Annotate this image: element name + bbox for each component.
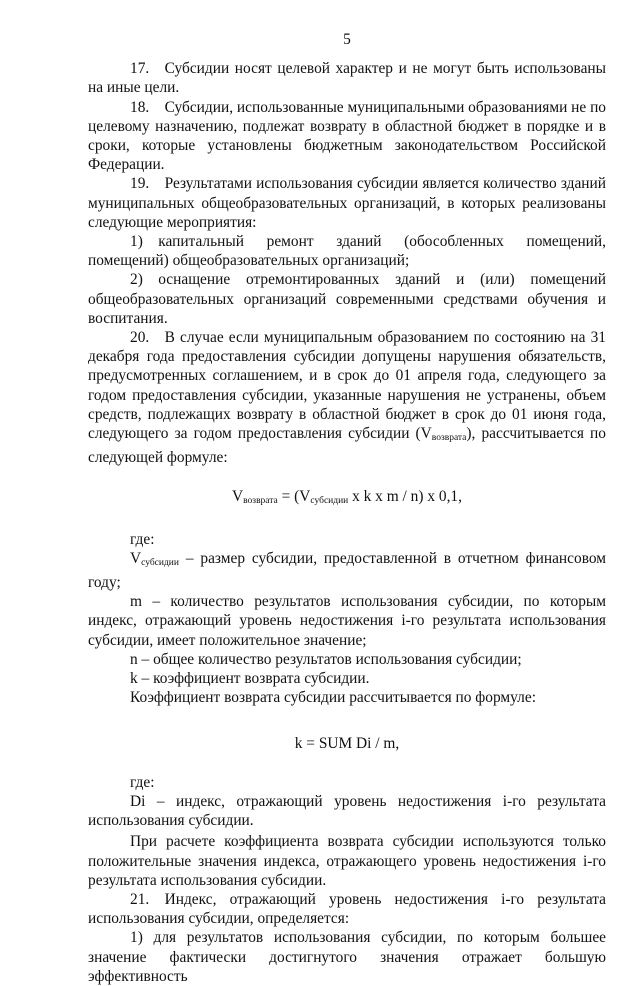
formula-1-eq-open: = (V: [277, 488, 311, 506]
paragraph-20: [88, 328, 606, 467]
definition-v-subsidy: [88, 549, 606, 592]
page-number: 5: [343, 31, 351, 48]
formula-1-inner-subscript: субсидии: [310, 496, 349, 507]
paragraph-20-text-after: ), рассчитывается по следующей формуле:: [88, 425, 606, 467]
formula-1-lhs-subscript: возврата: [243, 496, 278, 507]
paragraph-18: 18. Субсидии, использованные муниципальными образованиями не по целевому назначению, подлежат возврату в областной бюджет в порядке и в сроки, которые установлены бюджетным законодательством Российской Федерации.: [88, 98, 607, 174]
definition-di: Di – индекс, отражающий уровень недостижения i-го результата использования субсидии.: [88, 792, 606, 830]
paragraph-19-item-1: 1) капитальный ремонт зданий (обособленных помещений, помещений) общеобразовательных организаций;: [88, 233, 606, 270]
formula-1-lhs: V: [232, 488, 244, 506]
formula-return-coefficient: k = SUM Di / m,: [294, 734, 400, 752]
paragraph-20-subscript: возврата: [431, 433, 467, 444]
paragraph-17: 17. Субсидии носят целевой характер и не могут быть использованы на иные цели.: [88, 60, 606, 97]
formula-1-rest: x k x m / n) x 0,1,: [348, 488, 462, 506]
where-label-1: где:: [130, 530, 155, 548]
definition-v-text: – размер субсидии, предоставленной в отчетном финансовом году;: [88, 549, 606, 592]
paragraph-20-text-before: 20. В случае если муниципальным образованием по состоянию на 31 декабря года предоставления субсидии допущены нарушения обязательств, предусмотренных соглашением, и в срок до 01 апреля года, следующего за годом предоставления субсидии, указанные нарушения не устранены, объем средств, подлежащих возврату в областной бюджет в срок до 01 июня года, следующего за годом предоставления субсидии (V: [88, 329, 606, 443]
k-formula-intro: Коэффициент возврата субсидии рассчитывается по формуле:: [130, 689, 536, 707]
definition-v-letter: V: [130, 549, 142, 567]
definition-k: k – коэффициент возврата субсидии.: [130, 670, 370, 688]
paragraph-19: 19. Результатами использования субсидии является количество зданий муниципальных общеобразовательных организаций, в которых реализованы следующие мероприятия:: [88, 175, 606, 231]
paragraph-21-item-1: 1) для результатов использования субсидии, по которым большее значение фактически достигнутого значения отражает большую эффективность: [88, 929, 606, 985]
paragraph-positive-values: При расчете коэффициента возврата субсидии используются только положительные значения индекса, отражающего уровень недостижения i-го результата использования субсидии.: [88, 833, 606, 889]
paragraph-19-item-2: 2) оснащение отремонтированных зданий и (или) помещений общеобразовательных организаций современными средствами обучения и воспитания.: [88, 271, 606, 327]
definition-m: m – количество результатов использования субсидии, по которым индекс, отражающий уровень недостижения i-го результата использования субсидии, имеет положительное значение;: [88, 593, 606, 649]
paragraph-21: 21. Индекс, отражающий уровень недостижения i-го результата использования субсидии, определяется:: [88, 890, 606, 928]
formula-return-volume: [88, 487, 606, 511]
where-label-2: где:: [130, 773, 155, 791]
definition-v-subscript: субсидии: [141, 557, 179, 568]
definition-n: n – общее количество результатов использования субсидии;: [130, 650, 522, 668]
